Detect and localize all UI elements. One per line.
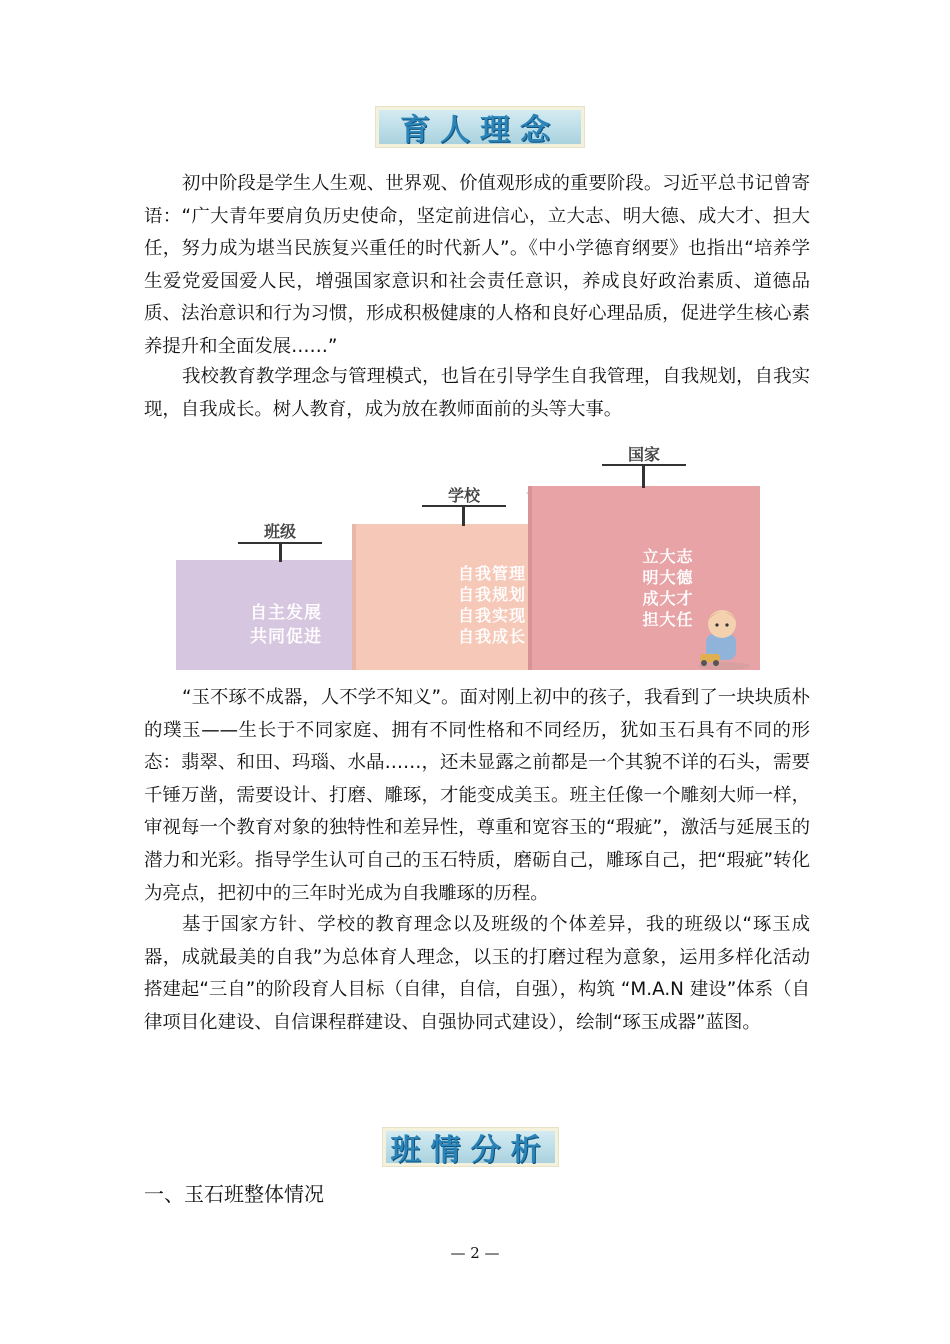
podium-illustration bbox=[176, 444, 760, 670]
nation-line-4: 担大任 bbox=[642, 610, 694, 629]
nation-line-2: 明大德 bbox=[642, 568, 694, 587]
nation-line-3: 成大才 bbox=[642, 589, 694, 608]
class-line-1: 自主发展 bbox=[250, 603, 322, 623]
school-signpost bbox=[422, 486, 506, 526]
banner-title: 班情分析 bbox=[390, 1133, 551, 1168]
class-label: 班级 bbox=[263, 522, 297, 541]
nation-label: 国家 bbox=[627, 445, 661, 464]
class-signpost bbox=[238, 522, 322, 562]
page-number: — 2 — bbox=[450, 1244, 500, 1262]
paragraph-class-philosophy: 基于国家方针、学校的教育理念以及班级的个体差异，我的班级以“琢玉成器，成就最美的自我”为总体育人理念，以玉的打磨过程为意象，运用多样化活动搭建起“三自”的阶段育人目标（自律，自信，自强），构筑 “M.A.N 建设”体系（自律项目化建设、自信课程群建设、自强协同式建设），绘制“琢玉成器”蓝图。 bbox=[144, 914, 810, 1033]
paragraph-intro: 初中阶段是学生人生观、世界观、价值观形成的重要阶段。习近平总书记曾寄语：“广大青年要肩负历史使命，坚定前进信心，立大志、明大德、成大才、担大任，努力成为堪当民族复兴重任的时代新人”。《中小学德育纲要》也指出“培养学生爱党爱国爱人民，增强国家意识和社会责任意识，养成良好政治素质、道德品质、法治意识和行为习惯，形成积极健康的人格和良好心理品质，促进学生核心素养提升和全面发展……” bbox=[144, 173, 810, 357]
three-level-podium-figure bbox=[176, 444, 760, 670]
section-heading: 一、玉石班整体情况 bbox=[144, 1182, 324, 1206]
school-line-2: 自我规划 bbox=[457, 585, 527, 604]
title-banner-educational-philosophy bbox=[375, 106, 585, 148]
nation-signpost bbox=[602, 445, 686, 488]
title-banner-class-analysis bbox=[382, 1127, 559, 1167]
paragraph-jade-metaphor: “玉不琢不成器，人不学不知义”。面对刚上初中的孩子，我看到了一块块质朴的璞玉——生长于不同家庭、拥有不同性格和不同经历，犹如玉石具有不同的形态：翡翠、和田、玛瑙、水晶……，还未显露之前都是一个其貌不详的石头，需要千锤万凿，需要设计、打磨、雕琢，才能变成美玉。班主任像一个雕刻大师一样，审视每一个教育对象的独特性和差异性，尊重和宽容玉的“瑕疵”，激活与延展玉的潜力和光彩。指导学生认可自己的玉石特质，磨砺自己，雕琢自己，把“瑕疵”转化为亮点，把初中的三年时光成为自我雕琢的历程。 bbox=[144, 687, 810, 904]
school-line-1: 自我管理 bbox=[457, 564, 527, 583]
banner-title: 育人理念 bbox=[400, 113, 560, 148]
school-line-4: 自我成长 bbox=[457, 627, 527, 646]
nation-block-edge bbox=[528, 486, 532, 670]
paragraph-school-philosophy: 我校教育教学理念与管理模式，也旨在引导学生自我管理，自我规划，自我实现，自我成长。树人教育，成为放在教师面前的头等大事。 bbox=[144, 366, 810, 420]
nation-line-1: 立大志 bbox=[642, 547, 694, 566]
school-block-edge bbox=[352, 524, 356, 670]
school-line-3: 自我实现 bbox=[457, 606, 527, 625]
class-line-2: 共同促进 bbox=[250, 627, 322, 647]
school-label: 学校 bbox=[447, 486, 481, 505]
